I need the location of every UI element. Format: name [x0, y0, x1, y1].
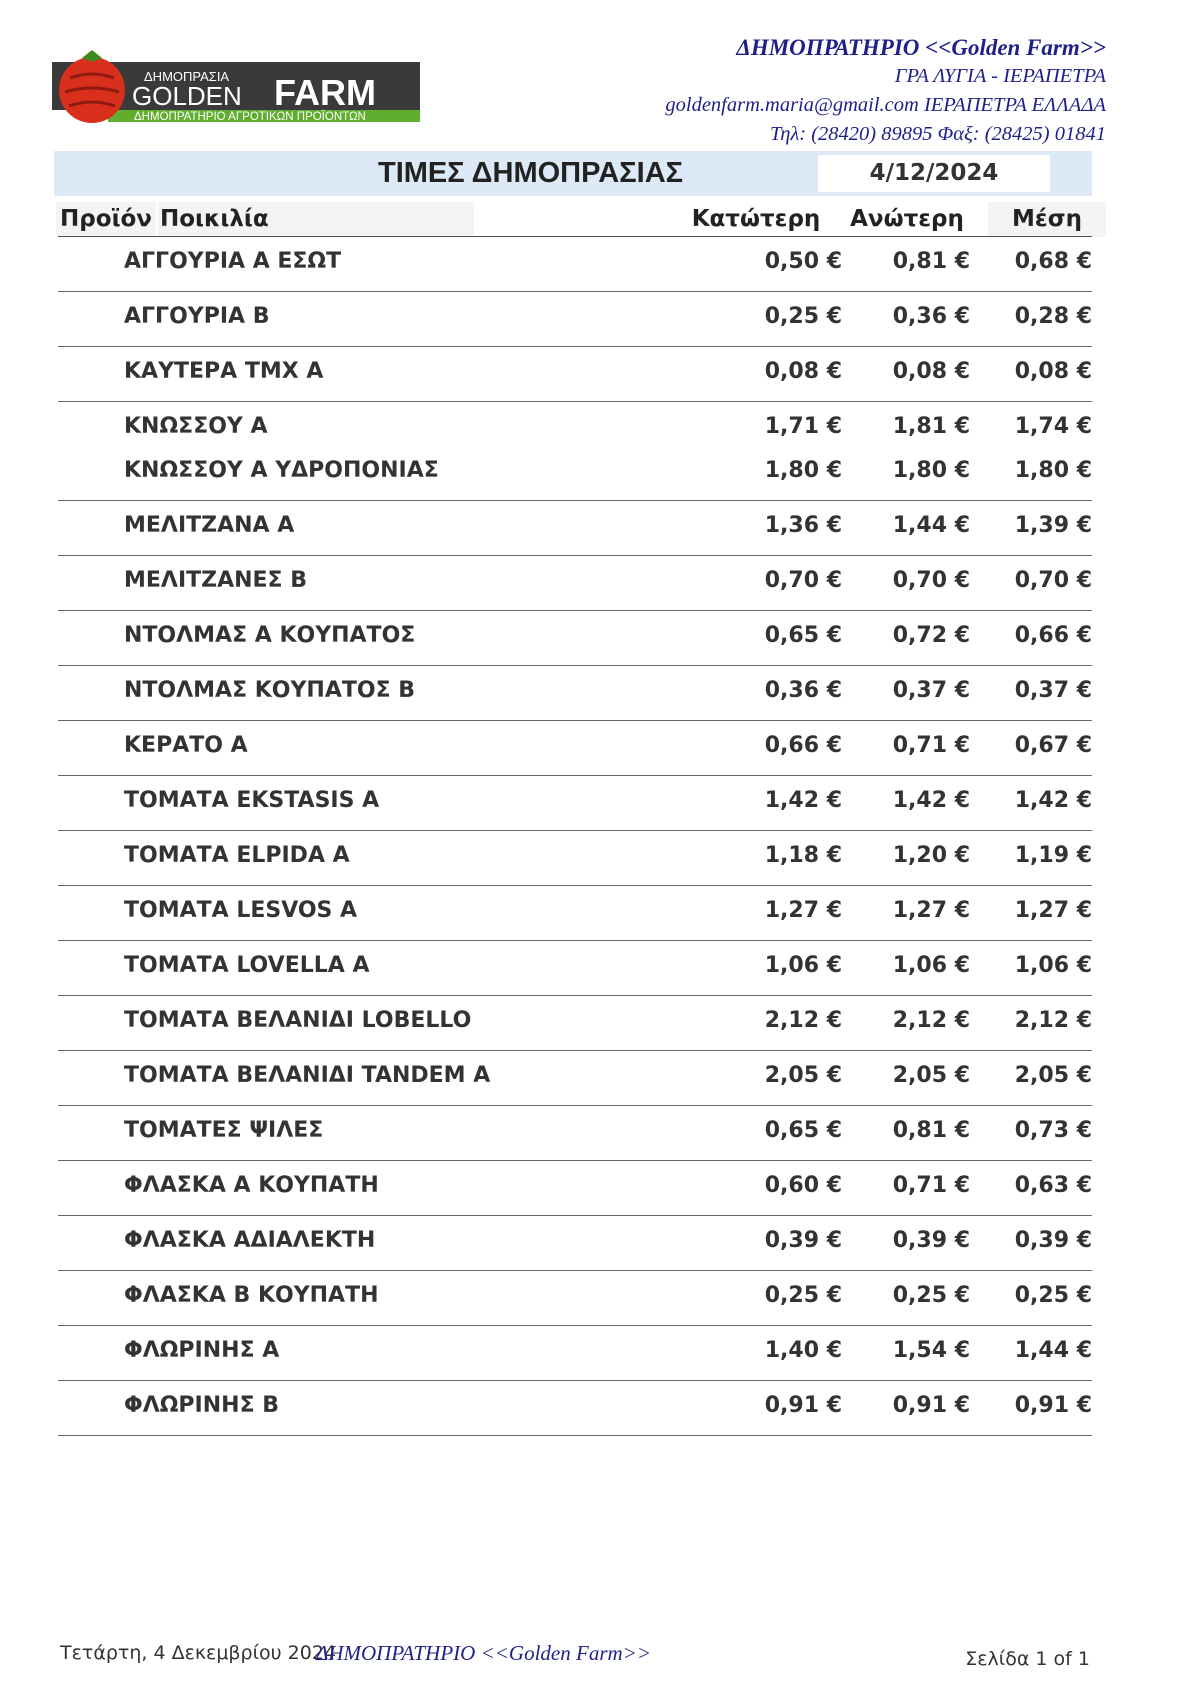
price-max: 1,44 €: [892, 513, 970, 538]
product-name: ΤΟΜΑΤΑ LESVOS Α: [124, 898, 358, 923]
table-row: [58, 615, 1092, 659]
product-name: ΤΟΜΑΤΑ LOVELLA Α: [124, 953, 370, 978]
price-min: 0,66 €: [764, 733, 842, 758]
price-avg: 0,63 €: [1014, 1173, 1092, 1198]
price-row-group: [58, 666, 1092, 721]
product-name: ΚΝΩΣΣΟΥ Α: [124, 414, 268, 439]
footer-company: ΔΗΜΟΠΡΑΤΗΡΙΟ <<Golden Farm>>: [316, 1641, 652, 1665]
footer-page-number: Σελίδα 1 of 1: [965, 1648, 1090, 1670]
table-row: [58, 1055, 1092, 1099]
table-row: [58, 835, 1092, 879]
product-name: ΤΟΜΑΤΑ EKSTASIS Α: [124, 788, 380, 813]
price-avg: 0,25 €: [1014, 1283, 1092, 1308]
table-row: [58, 1275, 1092, 1319]
price-avg: 1,44 €: [1014, 1338, 1092, 1363]
logo-small-text: ΔΗΜΟΠΡΑΣΙΑ: [144, 69, 230, 84]
price-avg: 1,42 €: [1014, 788, 1092, 813]
table-row: [58, 406, 1092, 450]
price-min: 1,27 €: [764, 898, 842, 923]
price-min: 2,05 €: [764, 1063, 842, 1088]
company-email-line: goldenfarm.maria@gmail.com ΙΕΡΑΠΕΤΡΑ ΕΛΛΑΔΑ: [665, 94, 1106, 116]
product-name: ΜΕΛΙΤΖΑΝΑ Α: [124, 513, 295, 538]
product-name: ΝΤΟΛΜΑΣ ΚΟΥΠΑΤΟΣ Β: [124, 678, 416, 703]
price-row-group: [58, 886, 1092, 941]
price-row-group: [58, 501, 1092, 556]
column-header-variety: Ποικιλία: [158, 202, 474, 237]
table-row: [58, 1385, 1092, 1429]
table-row: [58, 450, 1092, 494]
product-name: ΦΛΩΡΙΝΗΣ Α: [124, 1338, 280, 1363]
golden-farm-logo-graphic: [52, 48, 422, 126]
price-row-group: [58, 996, 1092, 1051]
price-min: 0,65 €: [764, 623, 842, 648]
table-row: [58, 1000, 1092, 1044]
report-date: 4/12/2024: [818, 155, 1050, 192]
price-min: 0,91 €: [764, 1393, 842, 1418]
price-max: 0,08 €: [892, 359, 970, 384]
price-min: 0,70 €: [764, 568, 842, 593]
report-title: ΤΙΜΕΣ ΔΗΜΟΠΡΑΣΙΑΣ: [378, 157, 684, 189]
price-min: 1,80 €: [764, 458, 842, 483]
price-row-group: [58, 402, 1092, 501]
price-row-group: [58, 292, 1092, 347]
product-name: ΚΝΩΣΣΟΥ Α ΥΔΡΟΠΟΝΙΑΣ: [124, 458, 439, 483]
price-row-group: [58, 1051, 1092, 1106]
table-row: [58, 780, 1092, 824]
table-row: [58, 241, 1092, 285]
price-min: 1,06 €: [764, 953, 842, 978]
price-avg: 1,74 €: [1014, 414, 1092, 439]
price-max: 0,91 €: [892, 1393, 970, 1418]
price-max: 1,20 €: [892, 843, 970, 868]
product-name: ΤΟΜΑΤΑ ELPIDA Α: [124, 843, 350, 868]
footer-date: Τετάρτη, 4 Δεκεμβρίου 2024: [60, 1642, 337, 1664]
price-row-group: [58, 1161, 1092, 1216]
price-max: 0,71 €: [892, 1173, 970, 1198]
company-info: [665, 34, 1106, 149]
company-logo: [52, 48, 422, 126]
price-avg: 1,80 €: [1014, 458, 1092, 483]
price-min: 0,39 €: [764, 1228, 842, 1253]
product-name: ΑΓΓΟΥΡΙΑ Α ΕΣΩΤ: [124, 249, 342, 274]
price-row-group: [58, 1106, 1092, 1161]
price-max: 0,37 €: [892, 678, 970, 703]
column-header-product: Προϊόν: [56, 202, 156, 237]
price-table: [58, 237, 1092, 1436]
logo-word-golden: GOLDEN: [132, 81, 242, 111]
table-row: [58, 296, 1092, 340]
price-row-group: [58, 347, 1092, 402]
price-min: 1,18 €: [764, 843, 842, 868]
product-name: ΦΛΑΣΚΑ ΑΔΙΑΛΕΚΤΗ: [124, 1228, 376, 1253]
price-avg: 1,06 €: [1014, 953, 1092, 978]
price-row-group: [58, 1326, 1092, 1381]
price-max: 0,81 €: [892, 1118, 970, 1143]
price-avg: 1,39 €: [1014, 513, 1092, 538]
product-name: ΦΛΑΣΚΑ Β ΚΟΥΠΑΤΗ: [124, 1283, 379, 1308]
price-row-group: [58, 611, 1092, 666]
product-name: ΤΟΜΑΤΕΣ ΨΙΛΕΣ: [124, 1118, 324, 1143]
price-min: 0,50 €: [764, 249, 842, 274]
product-name: ΤΟΜΑΤΑ ΒΕΛΑΝΙΔΙ TANDEM Α: [124, 1063, 491, 1088]
price-max: 1,81 €: [892, 414, 970, 439]
price-avg: 0,37 €: [1014, 678, 1092, 703]
table-row: [58, 351, 1092, 395]
price-avg: 1,27 €: [1014, 898, 1092, 923]
price-row-group: [58, 556, 1092, 611]
price-max: 0,72 €: [892, 623, 970, 648]
price-avg: 0,91 €: [1014, 1393, 1092, 1418]
price-max: 0,71 €: [892, 733, 970, 758]
table-row: [58, 1220, 1092, 1264]
product-name: ΚΑΥΤΕΡΑ ΤΜΧ Α: [124, 359, 324, 384]
product-name: ΑΓΓΟΥΡΙΑ Β: [124, 304, 270, 329]
price-min: 0,25 €: [764, 1283, 842, 1308]
price-max: 1,42 €: [892, 788, 970, 813]
price-row-group: [58, 831, 1092, 886]
table-row: [58, 1165, 1092, 1209]
price-min: 0,25 €: [764, 304, 842, 329]
price-max: 0,36 €: [892, 304, 970, 329]
price-avg: 0,39 €: [1014, 1228, 1092, 1253]
company-phone-line: Τηλ: (28420) 89895 Φαξ: (28425) 01841: [769, 123, 1106, 145]
price-row-group: [58, 237, 1092, 292]
column-header-avg: Μέση: [988, 202, 1106, 237]
price-row-group: [58, 721, 1092, 776]
price-avg: 2,05 €: [1014, 1063, 1092, 1088]
price-min: 0,65 €: [764, 1118, 842, 1143]
logo-word-farm: FARM: [274, 72, 376, 113]
price-min: 1,40 €: [764, 1338, 842, 1363]
price-max: 1,54 €: [892, 1338, 970, 1363]
table-row: [58, 505, 1092, 549]
price-min: 0,08 €: [764, 359, 842, 384]
price-min: 1,71 €: [764, 414, 842, 439]
product-name: ΜΕΛΙΤΖΑΝΕΣ Β: [124, 568, 308, 593]
table-row: [58, 1330, 1092, 1374]
price-min: 1,42 €: [764, 788, 842, 813]
price-min: 0,60 €: [764, 1173, 842, 1198]
product-name: ΚΕΡΑΤΟ Α: [124, 733, 248, 758]
price-max: 0,81 €: [892, 249, 970, 274]
price-avg: 0,68 €: [1014, 249, 1092, 274]
company-name: ΔΗΜΟΠΡΑΤΗΡΙΟ <<Golden Farm>>: [736, 35, 1106, 60]
price-avg: 0,66 €: [1014, 623, 1092, 648]
product-name: ΦΛΩΡΙΝΗΣ Β: [124, 1393, 280, 1418]
price-row-group: [58, 1381, 1092, 1436]
table-row: [58, 725, 1092, 769]
price-max: 2,05 €: [892, 1063, 970, 1088]
price-avg: 0,70 €: [1014, 568, 1092, 593]
price-max: 1,80 €: [892, 458, 970, 483]
price-avg: 0,28 €: [1014, 304, 1092, 329]
price-min: 0,36 €: [764, 678, 842, 703]
report-title-bar: [54, 151, 1092, 196]
price-avg: 0,73 €: [1014, 1118, 1092, 1143]
table-row: [58, 1110, 1092, 1154]
table-row: [58, 890, 1092, 934]
price-max: 0,25 €: [892, 1283, 970, 1308]
price-row-group: [58, 941, 1092, 996]
column-header-min: Κατώτερη: [691, 206, 821, 232]
price-max: 0,70 €: [892, 568, 970, 593]
price-row-group: [58, 776, 1092, 831]
price-max: 1,27 €: [892, 898, 970, 923]
product-name: ΝΤΟΛΜΑΣ Α ΚΟΥΠΑΤΟΣ: [124, 623, 416, 648]
price-avg: 1,19 €: [1014, 843, 1092, 868]
price-max: 1,06 €: [892, 953, 970, 978]
price-max: 2,12 €: [892, 1008, 970, 1033]
product-name: ΤΟΜΑΤΑ ΒΕΛΑΝΙΔΙ LOBELLO: [124, 1008, 472, 1033]
price-avg: 0,67 €: [1014, 733, 1092, 758]
company-address: ΓΡΑ ΛΥΓΙΑ - ΙΕΡΑΠΕΤΡΑ: [894, 65, 1106, 87]
table-row: [58, 945, 1092, 989]
price-avg: 2,12 €: [1014, 1008, 1092, 1033]
price-avg: 0,08 €: [1014, 359, 1092, 384]
product-name: ΦΛΑΣΚΑ Α ΚΟΥΠΑΤΗ: [124, 1173, 379, 1198]
price-min: 1,36 €: [764, 513, 842, 538]
column-header-max: Ανώτερη: [850, 206, 964, 232]
price-row-group: [58, 1271, 1092, 1326]
table-row: [58, 560, 1092, 604]
price-max: 0,39 €: [892, 1228, 970, 1253]
table-row: [58, 670, 1092, 714]
price-min: 2,12 €: [764, 1008, 842, 1033]
price-row-group: [58, 1216, 1092, 1271]
logo-tagline: ΔΗΜΟΠΡΑΤΗΡΙΟ ΑΓΡΟΤΙΚΩΝ ΠΡΟΪΟΝΤΩΝ: [134, 111, 366, 123]
